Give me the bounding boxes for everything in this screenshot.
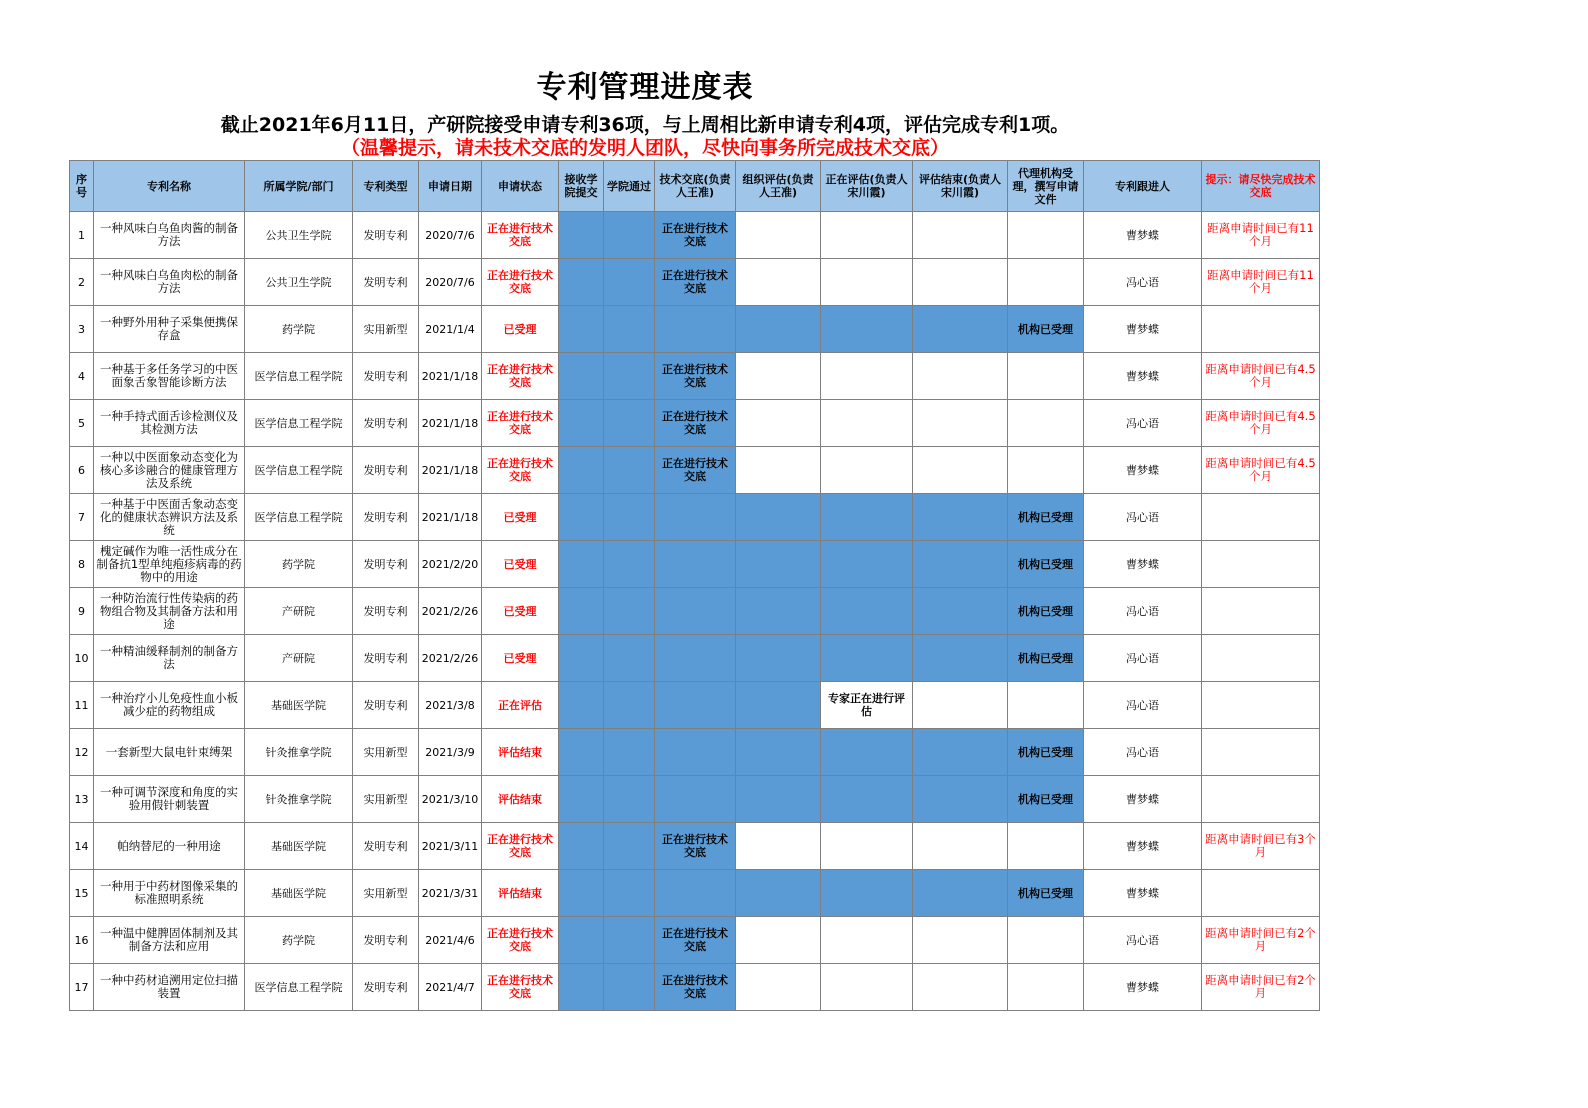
patent-name: 一种用于中药材图像采集的标准照明系统 bbox=[94, 870, 245, 917]
row-number: 10 bbox=[70, 635, 94, 682]
stage-college-approve bbox=[604, 917, 655, 964]
patent-name: 帕纳替尼的一种用途 bbox=[94, 823, 245, 870]
stage-organize-eval bbox=[736, 635, 821, 682]
apply-date: 2021/1/18 bbox=[419, 447, 482, 494]
stage-eval-finished bbox=[913, 400, 1008, 447]
stage-evaluating bbox=[821, 635, 913, 682]
row-number: 13 bbox=[70, 776, 94, 823]
stage-agency bbox=[1008, 400, 1084, 447]
header-apply-status: 申请状态 bbox=[482, 161, 559, 212]
header-stage-eval-finished: 评估结束(负责人宋川霞) bbox=[913, 161, 1008, 212]
apply-status: 已受理 bbox=[482, 588, 559, 635]
follower: 曹梦蝶 bbox=[1084, 776, 1202, 823]
remark bbox=[1202, 494, 1320, 541]
follower: 曹梦蝶 bbox=[1084, 353, 1202, 400]
apply-date: 2021/1/18 bbox=[419, 353, 482, 400]
apply-status: 正在评估 bbox=[482, 682, 559, 729]
stage-agency: 机构已受理 bbox=[1008, 541, 1084, 588]
stage-evaluating bbox=[821, 400, 913, 447]
stage-agency bbox=[1008, 212, 1084, 259]
apply-status: 已受理 bbox=[482, 306, 559, 353]
remark: 距离申请时间已有4.5个月 bbox=[1202, 353, 1320, 400]
table-row bbox=[70, 306, 1320, 353]
stage-eval-finished bbox=[913, 212, 1008, 259]
stage-agency bbox=[1008, 447, 1084, 494]
remark bbox=[1202, 541, 1320, 588]
stage-college-submit bbox=[559, 400, 604, 447]
patent-type: 发明专利 bbox=[353, 494, 419, 541]
stage-organize-eval bbox=[736, 588, 821, 635]
header-apply-date: 申请日期 bbox=[419, 161, 482, 212]
row-number: 7 bbox=[70, 494, 94, 541]
follower: 冯心语 bbox=[1084, 494, 1202, 541]
stage-organize-eval bbox=[736, 541, 821, 588]
table-header-row bbox=[70, 161, 1320, 212]
stage-college-approve bbox=[604, 353, 655, 400]
patent-type: 实用新型 bbox=[353, 776, 419, 823]
table-row bbox=[70, 400, 1320, 447]
stage-tech-disclosure bbox=[655, 870, 736, 917]
department: 药学院 bbox=[245, 306, 353, 353]
stage-eval-finished bbox=[913, 917, 1008, 964]
row-number: 8 bbox=[70, 541, 94, 588]
stage-college-submit bbox=[559, 964, 604, 1011]
stage-college-submit bbox=[559, 917, 604, 964]
header-department: 所属学院/部门 bbox=[245, 161, 353, 212]
stage-agency: 机构已受理 bbox=[1008, 729, 1084, 776]
department: 医学信息工程学院 bbox=[245, 447, 353, 494]
patent-type: 发明专利 bbox=[353, 259, 419, 306]
patent-type: 发明专利 bbox=[353, 682, 419, 729]
stage-eval-finished bbox=[913, 588, 1008, 635]
apply-date: 2021/1/4 bbox=[419, 306, 482, 353]
stage-evaluating bbox=[821, 870, 913, 917]
stage-college-submit bbox=[559, 259, 604, 306]
patent-name: 一种风味白乌鱼肉松的制备方法 bbox=[94, 259, 245, 306]
apply-date: 2021/3/9 bbox=[419, 729, 482, 776]
row-number: 11 bbox=[70, 682, 94, 729]
apply-status: 正在进行技术交底 bbox=[482, 259, 559, 306]
stage-evaluating bbox=[821, 447, 913, 494]
follower: 冯心语 bbox=[1084, 635, 1202, 682]
stage-organize-eval bbox=[736, 306, 821, 353]
stage-agency: 机构已受理 bbox=[1008, 635, 1084, 682]
table-row bbox=[70, 682, 1320, 729]
follower: 冯心语 bbox=[1084, 917, 1202, 964]
stage-evaluating bbox=[821, 776, 913, 823]
patent-type: 发明专利 bbox=[353, 917, 419, 964]
stage-organize-eval bbox=[736, 823, 821, 870]
follower: 冯心语 bbox=[1084, 400, 1202, 447]
follower: 曹梦蝶 bbox=[1084, 964, 1202, 1011]
header-stage-college-submit: 接收学院提交 bbox=[559, 161, 604, 212]
table-row bbox=[70, 635, 1320, 682]
patent-name: 一种防治流行性传染病的药物组合物及其制备方法和用途 bbox=[94, 588, 245, 635]
patent-type: 实用新型 bbox=[353, 870, 419, 917]
header-stage-organize-eval: 组织评估(负责人王准) bbox=[736, 161, 821, 212]
department: 基础医学院 bbox=[245, 682, 353, 729]
stage-college-submit bbox=[559, 776, 604, 823]
header-stage-agency: 代理机构受理，撰写申请文件 bbox=[1008, 161, 1084, 212]
stage-college-approve bbox=[604, 541, 655, 588]
patent-type: 发明专利 bbox=[353, 400, 419, 447]
stage-eval-finished bbox=[913, 541, 1008, 588]
stage-tech-disclosure bbox=[655, 635, 736, 682]
stage-agency: 机构已受理 bbox=[1008, 776, 1084, 823]
stage-tech-disclosure bbox=[655, 776, 736, 823]
table-row bbox=[70, 729, 1320, 776]
stage-college-submit bbox=[559, 635, 604, 682]
apply-status: 正在进行技术交底 bbox=[482, 400, 559, 447]
remark bbox=[1202, 682, 1320, 729]
patent-type: 发明专利 bbox=[353, 353, 419, 400]
apply-status: 评估结束 bbox=[482, 870, 559, 917]
remark bbox=[1202, 588, 1320, 635]
stage-evaluating bbox=[821, 212, 913, 259]
stage-college-approve bbox=[604, 212, 655, 259]
remark bbox=[1202, 635, 1320, 682]
stage-organize-eval bbox=[736, 917, 821, 964]
stage-organize-eval bbox=[736, 353, 821, 400]
remark: 距离申请时间已有4.5个月 bbox=[1202, 400, 1320, 447]
stage-organize-eval bbox=[736, 259, 821, 306]
apply-date: 2021/3/10 bbox=[419, 776, 482, 823]
table-row bbox=[70, 588, 1320, 635]
header-stage-evaluating: 正在评估(负责人宋川霞) bbox=[821, 161, 913, 212]
patent-type: 发明专利 bbox=[353, 964, 419, 1011]
apply-date: 2020/7/6 bbox=[419, 212, 482, 259]
header-follower: 专利跟进人 bbox=[1084, 161, 1202, 212]
department: 医学信息工程学院 bbox=[245, 353, 353, 400]
header-stage-college-approve: 学院通过 bbox=[604, 161, 655, 212]
stage-college-submit bbox=[559, 494, 604, 541]
header-stage-tech-disclosure: 技术交底(负责人王准) bbox=[655, 161, 736, 212]
follower: 曹梦蝶 bbox=[1084, 541, 1202, 588]
patent-name: 一种以中医面象动态变化为核心多诊融合的健康管理方法及系统 bbox=[94, 447, 245, 494]
stage-tech-disclosure: 正在进行技术交底 bbox=[655, 259, 736, 306]
stage-college-submit bbox=[559, 682, 604, 729]
patent-name: 一种可调节深度和角度的实验用假针刺装置 bbox=[94, 776, 245, 823]
apply-status: 正在进行技术交底 bbox=[482, 964, 559, 1011]
apply-status: 评估结束 bbox=[482, 729, 559, 776]
row-number: 3 bbox=[70, 306, 94, 353]
follower: 曹梦蝶 bbox=[1084, 870, 1202, 917]
apply-date: 2021/2/26 bbox=[419, 635, 482, 682]
department: 针灸推拿学院 bbox=[245, 729, 353, 776]
row-number: 4 bbox=[70, 353, 94, 400]
page-title: 专利管理进度表 bbox=[536, 70, 754, 105]
table-row bbox=[70, 494, 1320, 541]
follower: 冯心语 bbox=[1084, 259, 1202, 306]
department: 医学信息工程学院 bbox=[245, 400, 353, 447]
stage-eval-finished bbox=[913, 776, 1008, 823]
apply-status: 已受理 bbox=[482, 541, 559, 588]
table-row bbox=[70, 447, 1320, 494]
stage-college-submit bbox=[559, 306, 604, 353]
row-number: 6 bbox=[70, 447, 94, 494]
stage-agency bbox=[1008, 964, 1084, 1011]
stage-agency: 机构已受理 bbox=[1008, 494, 1084, 541]
stage-organize-eval bbox=[736, 400, 821, 447]
remark: 距离申请时间已有11个月 bbox=[1202, 259, 1320, 306]
stage-college-approve bbox=[604, 494, 655, 541]
patent-type: 实用新型 bbox=[353, 306, 419, 353]
warm-hint: （温馨提示，请未技术交底的发明人团队，尽快向事务所完成技术交底） bbox=[340, 137, 949, 159]
patent-type: 发明专利 bbox=[353, 541, 419, 588]
stage-college-approve bbox=[604, 823, 655, 870]
row-number: 14 bbox=[70, 823, 94, 870]
apply-date: 2020/7/6 bbox=[419, 259, 482, 306]
department: 公共卫生学院 bbox=[245, 259, 353, 306]
department: 公共卫生学院 bbox=[245, 212, 353, 259]
stage-eval-finished bbox=[913, 353, 1008, 400]
stage-tech-disclosure bbox=[655, 494, 736, 541]
stage-evaluating bbox=[821, 729, 913, 776]
follower: 冯心语 bbox=[1084, 682, 1202, 729]
remark: 距离申请时间已有2个月 bbox=[1202, 917, 1320, 964]
stage-tech-disclosure bbox=[655, 306, 736, 353]
stage-college-submit bbox=[559, 823, 604, 870]
row-number: 9 bbox=[70, 588, 94, 635]
apply-status: 正在进行技术交底 bbox=[482, 917, 559, 964]
stage-organize-eval bbox=[736, 870, 821, 917]
stage-college-submit bbox=[559, 729, 604, 776]
patent-name: 一种野外用种子采集便携保存盒 bbox=[94, 306, 245, 353]
remark bbox=[1202, 776, 1320, 823]
patent-type: 发明专利 bbox=[353, 823, 419, 870]
stage-eval-finished bbox=[913, 870, 1008, 917]
department: 产研院 bbox=[245, 635, 353, 682]
stage-evaluating bbox=[821, 541, 913, 588]
stage-college-submit bbox=[559, 541, 604, 588]
stage-organize-eval bbox=[736, 447, 821, 494]
stage-college-submit bbox=[559, 870, 604, 917]
stage-college-approve bbox=[604, 588, 655, 635]
stage-evaluating: 专家正在进行评估 bbox=[821, 682, 913, 729]
stage-college-approve bbox=[604, 964, 655, 1011]
stage-college-approve bbox=[604, 682, 655, 729]
patent-name: 一种治疗小儿免疫性血小板减少症的药物组成 bbox=[94, 682, 245, 729]
stage-eval-finished bbox=[913, 259, 1008, 306]
table-row bbox=[70, 776, 1320, 823]
apply-status: 正在进行技术交底 bbox=[482, 447, 559, 494]
summary-text: 截止2021年6月11日，产研院接受申请专利36项，与上周相比新申请专利4项，评估完成专利1项。 bbox=[220, 114, 1070, 136]
stage-tech-disclosure bbox=[655, 588, 736, 635]
apply-date: 2021/2/26 bbox=[419, 588, 482, 635]
table-row bbox=[70, 917, 1320, 964]
stage-eval-finished bbox=[913, 729, 1008, 776]
stage-organize-eval bbox=[736, 964, 821, 1011]
table-row bbox=[70, 870, 1320, 917]
department: 产研院 bbox=[245, 588, 353, 635]
stage-evaluating bbox=[821, 964, 913, 1011]
stage-agency: 机构已受理 bbox=[1008, 306, 1084, 353]
row-number: 15 bbox=[70, 870, 94, 917]
apply-date: 2021/1/18 bbox=[419, 494, 482, 541]
stage-college-approve bbox=[604, 870, 655, 917]
patent-name: 一种基于多任务学习的中医面象舌象智能诊断方法 bbox=[94, 353, 245, 400]
stage-evaluating bbox=[821, 588, 913, 635]
remark bbox=[1202, 870, 1320, 917]
remark: 距离申请时间已有11个月 bbox=[1202, 212, 1320, 259]
follower: 曹梦蝶 bbox=[1084, 306, 1202, 353]
patent-name: 一种中药材追溯用定位扫描装置 bbox=[94, 964, 245, 1011]
department: 基础医学院 bbox=[245, 823, 353, 870]
stage-college-approve bbox=[604, 729, 655, 776]
patent-name: 一种手持式面舌诊检测仪及其检测方法 bbox=[94, 400, 245, 447]
row-number: 16 bbox=[70, 917, 94, 964]
apply-date: 2021/2/20 bbox=[419, 541, 482, 588]
apply-status: 已受理 bbox=[482, 635, 559, 682]
patent-name: 一种温中健脾固体制剂及其制备方法和应用 bbox=[94, 917, 245, 964]
stage-college-submit bbox=[559, 447, 604, 494]
stage-eval-finished bbox=[913, 306, 1008, 353]
stage-organize-eval bbox=[736, 729, 821, 776]
header-patent-type: 专利类型 bbox=[353, 161, 419, 212]
apply-date: 2021/3/11 bbox=[419, 823, 482, 870]
stage-organize-eval bbox=[736, 682, 821, 729]
stage-college-approve bbox=[604, 635, 655, 682]
apply-date: 2021/3/8 bbox=[419, 682, 482, 729]
patent-name: 一套新型大鼠电针束缚架 bbox=[94, 729, 245, 776]
header-tip: 提示：请尽快完成技术交底 bbox=[1202, 161, 1320, 212]
stage-eval-finished bbox=[913, 635, 1008, 682]
apply-date: 2021/4/6 bbox=[419, 917, 482, 964]
table-row bbox=[70, 259, 1320, 306]
follower: 曹梦蝶 bbox=[1084, 823, 1202, 870]
stage-college-approve bbox=[604, 400, 655, 447]
apply-status: 正在进行技术交底 bbox=[482, 212, 559, 259]
patent-type: 发明专利 bbox=[353, 588, 419, 635]
stage-agency bbox=[1008, 353, 1084, 400]
stage-college-approve bbox=[604, 776, 655, 823]
patent-name: 一种基于中医面舌象动态变化的健康状态辨识方法及系统 bbox=[94, 494, 245, 541]
apply-status: 正在进行技术交底 bbox=[482, 823, 559, 870]
stage-eval-finished bbox=[913, 494, 1008, 541]
patent-name: 槐定碱作为唯一活性成分在制备抗1型单纯疱疹病毒的药物中的用途 bbox=[94, 541, 245, 588]
stage-tech-disclosure: 正在进行技术交底 bbox=[655, 917, 736, 964]
stage-organize-eval bbox=[736, 776, 821, 823]
stage-tech-disclosure: 正在进行技术交底 bbox=[655, 353, 736, 400]
stage-eval-finished bbox=[913, 823, 1008, 870]
stage-tech-disclosure bbox=[655, 682, 736, 729]
stage-college-submit bbox=[559, 353, 604, 400]
table-row bbox=[70, 823, 1320, 870]
stage-evaluating bbox=[821, 259, 913, 306]
stage-college-submit bbox=[559, 212, 604, 259]
header-patent-name: 专利名称 bbox=[94, 161, 245, 212]
table-row bbox=[70, 964, 1320, 1011]
stage-tech-disclosure bbox=[655, 541, 736, 588]
stage-evaluating bbox=[821, 306, 913, 353]
remark bbox=[1202, 729, 1320, 776]
stage-organize-eval bbox=[736, 212, 821, 259]
table-row bbox=[70, 353, 1320, 400]
stage-tech-disclosure: 正在进行技术交底 bbox=[655, 447, 736, 494]
apply-status: 评估结束 bbox=[482, 776, 559, 823]
apply-date: 2021/4/7 bbox=[419, 964, 482, 1011]
stage-evaluating bbox=[821, 494, 913, 541]
department: 医学信息工程学院 bbox=[245, 494, 353, 541]
header-no: 序号 bbox=[70, 161, 94, 212]
stage-tech-disclosure bbox=[655, 729, 736, 776]
follower: 曹梦蝶 bbox=[1084, 447, 1202, 494]
stage-organize-eval bbox=[736, 494, 821, 541]
table-row bbox=[70, 541, 1320, 588]
stage-tech-disclosure: 正在进行技术交底 bbox=[655, 964, 736, 1011]
table-row bbox=[70, 212, 1320, 259]
apply-date: 2021/3/31 bbox=[419, 870, 482, 917]
stage-agency: 机构已受理 bbox=[1008, 588, 1084, 635]
remark: 距离申请时间已有2个月 bbox=[1202, 964, 1320, 1011]
department: 药学院 bbox=[245, 917, 353, 964]
remark: 距离申请时间已有3个月 bbox=[1202, 823, 1320, 870]
stage-college-approve bbox=[604, 259, 655, 306]
row-number: 12 bbox=[70, 729, 94, 776]
follower: 曹梦蝶 bbox=[1084, 212, 1202, 259]
stage-eval-finished bbox=[913, 447, 1008, 494]
apply-date: 2021/1/18 bbox=[419, 400, 482, 447]
stage-college-approve bbox=[604, 306, 655, 353]
stage-agency bbox=[1008, 682, 1084, 729]
stage-college-approve bbox=[604, 447, 655, 494]
row-number: 17 bbox=[70, 964, 94, 1011]
apply-status: 已受理 bbox=[482, 494, 559, 541]
remark: 距离申请时间已有4.5个月 bbox=[1202, 447, 1320, 494]
stage-agency bbox=[1008, 259, 1084, 306]
patent-type: 实用新型 bbox=[353, 729, 419, 776]
stage-eval-finished bbox=[913, 682, 1008, 729]
department: 药学院 bbox=[245, 541, 353, 588]
stage-college-submit bbox=[559, 588, 604, 635]
stage-eval-finished bbox=[913, 964, 1008, 1011]
stage-evaluating bbox=[821, 917, 913, 964]
department: 针灸推拿学院 bbox=[245, 776, 353, 823]
follower: 冯心语 bbox=[1084, 588, 1202, 635]
patent-name: 一种精油缓释制剂的制备方法 bbox=[94, 635, 245, 682]
stage-agency bbox=[1008, 823, 1084, 870]
stage-evaluating bbox=[821, 823, 913, 870]
stage-tech-disclosure: 正在进行技术交底 bbox=[655, 823, 736, 870]
stage-tech-disclosure: 正在进行技术交底 bbox=[655, 400, 736, 447]
row-number: 2 bbox=[70, 259, 94, 306]
patent-type: 发明专利 bbox=[353, 212, 419, 259]
stage-tech-disclosure: 正在进行技术交底 bbox=[655, 212, 736, 259]
patent-progress-table bbox=[69, 160, 1320, 1011]
stage-agency: 机构已受理 bbox=[1008, 870, 1084, 917]
apply-status: 正在进行技术交底 bbox=[482, 353, 559, 400]
row-number: 1 bbox=[70, 212, 94, 259]
follower: 冯心语 bbox=[1084, 729, 1202, 776]
stage-agency bbox=[1008, 917, 1084, 964]
department: 医学信息工程学院 bbox=[245, 964, 353, 1011]
patent-type: 发明专利 bbox=[353, 447, 419, 494]
stage-evaluating bbox=[821, 353, 913, 400]
remark bbox=[1202, 306, 1320, 353]
patent-type: 发明专利 bbox=[353, 635, 419, 682]
department: 基础医学院 bbox=[245, 870, 353, 917]
patent-name: 一种风味白乌鱼肉酱的制备方法 bbox=[94, 212, 245, 259]
row-number: 5 bbox=[70, 400, 94, 447]
